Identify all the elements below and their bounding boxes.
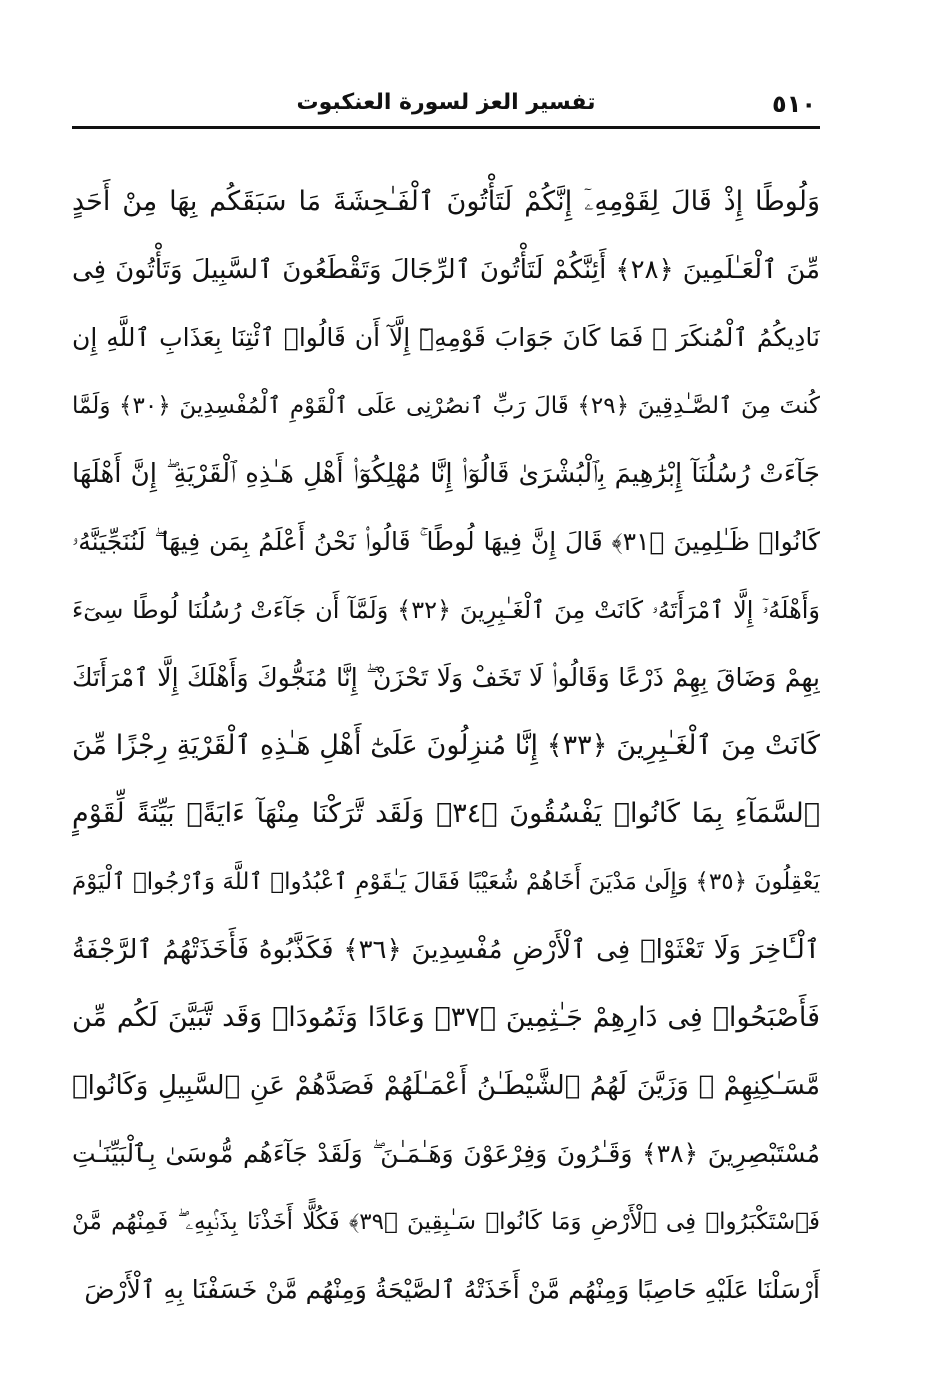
text-line: كُنتَ مِنَ ٱلصَّـٰدِقِينَ ﴿٢٩﴾ قَالَ رَبِّ ٱنصُرْنِى عَلَى ٱلْقَوْمِ ٱلْمُفْسِدِينَ ﴿٣٠﴾ وَلَمَّا [72, 393, 820, 419]
text-line: ٱلسَّمَآءِ بِمَا كَانُوا۟ يَفْسُقُونَ ﴿٣٤﴾ وَلَقَد تَّرَكْنَا مِنْهَآ ءَايَةًۢ بَيِّنَةً لِّقَوْمٍ [72, 798, 820, 829]
page-number: ٥١٠ [772, 90, 816, 118]
text-line: وَأَهْلَهُۥٓ إِلَّا ٱمْرَأَتَهُۥ كَانَتْ مِنَ ٱلْغَـٰبِرِينَ ﴿٣٢﴾ وَلَمَّآ أَن جَآءَتْ رُسُلُنَا لُوطًا سِىٓءَ [72, 596, 820, 624]
text-line: مَّسَـٰكِنِهِمْ ۖ وَزَيَّنَ لَهُمُ ٱلشَّيْطَـٰنُ أَعْمَـٰلَهُمْ فَصَدَّهُمْ عَنِ ٱلسَّبِيلِ وَكَانُوا۟ [72, 1071, 820, 1101]
text-line: ٱلْـَٔاخِرَ وَلَا تَعْثَوْا۟ فِى ٱلْأَرْضِ مُفْسِدِينَ ﴿٣٦﴾ فَكَذَّبُوهُ فَأَخَذَتْهُمُ ٱلرَّجْفَةُ [72, 935, 820, 965]
page-header [72, 74, 820, 126]
text-line: أَرْسَلْنَا عَلَيْهِ حَاصِبًا وَمِنْهُم مَّنْ أَخَذَتْهُ ٱلصَّيْحَةُ وَمِنْهُم مَّنْ خَسَفْنَا بِهِ ٱلْأَرْضَ [84, 1275, 820, 1304]
text-line: فَأَصْبَحُوا۟ فِى دَارِهِمْ جَـٰثِمِينَ ﴿٣٧﴾ وَعَادًا وَثَمُودَا۟ وَقَد تَّبَيَّنَ لَكُم مِّن [72, 1002, 820, 1033]
text-line: جَآءَتْ رُسُلُنَآ إِبْرَٰهِيمَ بِٱلْبُشْرَىٰ قَالُوٓا۟ إِنَّا مُهْلِكُوٓا۟ أَهْلِ هَـٰذِهِ ٱلْقَرْيَةِ ۖ إِنَّ أَهْلَهَا [72, 459, 820, 489]
text-line: بِهِمْ وَضَاقَ بِهِمْ ذَرْعًا وَقَالُوا۟ لَا تَخَفْ وَلَا تَحْزَنْ ۖ إِنَّا مُنَجُّوكَ وَأَهْلَكَ إِلَّا ٱمْرَأَتَكَ [72, 663, 820, 692]
text-line: وَلُوطًا إِذْ قَالَ لِقَوْمِهِۦٓ إِنَّكُمْ لَتَأْتُونَ ٱلْفَـٰحِشَةَ مَا سَبَقَكُم بِهَا مِنْ أَحَدٍ [72, 186, 820, 217]
text-line: فَٱسْتَكْبَرُوا۟ فِى ٱلْأَرْضِ وَمَا كَانُوا۟ سَـٰبِقِينَ ﴿٣٩﴾ فَكُلًّا أَخَذْنَا بِذَنۢبِهِۦ ۖ فَمِنْهُم مَّنْ [72, 1209, 820, 1235]
text-line: يَعْقِلُونَ ﴿٣٥﴾ وَإِلَىٰ مَدْيَنَ أَخَاهُمْ شُعَيْبًا فَقَالَ يَـٰقَوْمِ ٱعْبُدُوا۟ ٱللَّهَ وَٱرْجُوا۟ ٱلْيَوْمَ [72, 869, 820, 895]
running-title: تفسير العز لسورة العنكبوت [296, 90, 596, 115]
header-divider [72, 126, 820, 129]
text-line: كَانَتْ مِنَ ٱلْغَـٰبِرِينَ ﴿٣٣﴾ إِنَّا مُنزِلُونَ عَلَىٰٓ أَهْلِ هَـٰذِهِ ٱلْقَرْيَةِ رِجْزًا مِّنَ [72, 730, 820, 761]
quran-text-body [72, 168, 820, 1324]
text-line: نَادِيكُمُ ٱلْمُنكَرَ ۖ فَمَا كَانَ جَوَابَ قَوْمِهِۦٓ إِلَّآ أَن قَالُوا۟ ٱئْتِنَا بِعَذَابِ ٱللَّهِ إِن [72, 323, 820, 352]
text-line: مُسْتَبْصِرِينَ ﴿٣٨﴾ وَقَـٰرُونَ وَفِرْعَوْنَ وَهَـٰمَـٰنَ ۖ وَلَقَدْ جَآءَهُم مُّوسَىٰ بِٱلْبَيِّنَـٰتِ [72, 1139, 820, 1168]
text-line: مِّنَ ٱلْعَـٰلَمِينَ ﴿٢٨﴾ أَئِنَّكُمْ لَتَأْتُونَ ٱلرِّجَالَ وَتَقْطَعُونَ ٱلسَّبِيلَ وَتَأْتُونَ فِى [72, 255, 820, 285]
text-line: كَانُوا۟ ظَـٰلِمِينَ ﴿٣١﴾ قَالَ إِنَّ فِيهَا لُوطًا ۚ قَالُوا۟ نَحْنُ أَعْلَمُ بِمَن فِيهَا ۖ لَنُنَجِّيَنَّهُۥ [72, 527, 820, 556]
